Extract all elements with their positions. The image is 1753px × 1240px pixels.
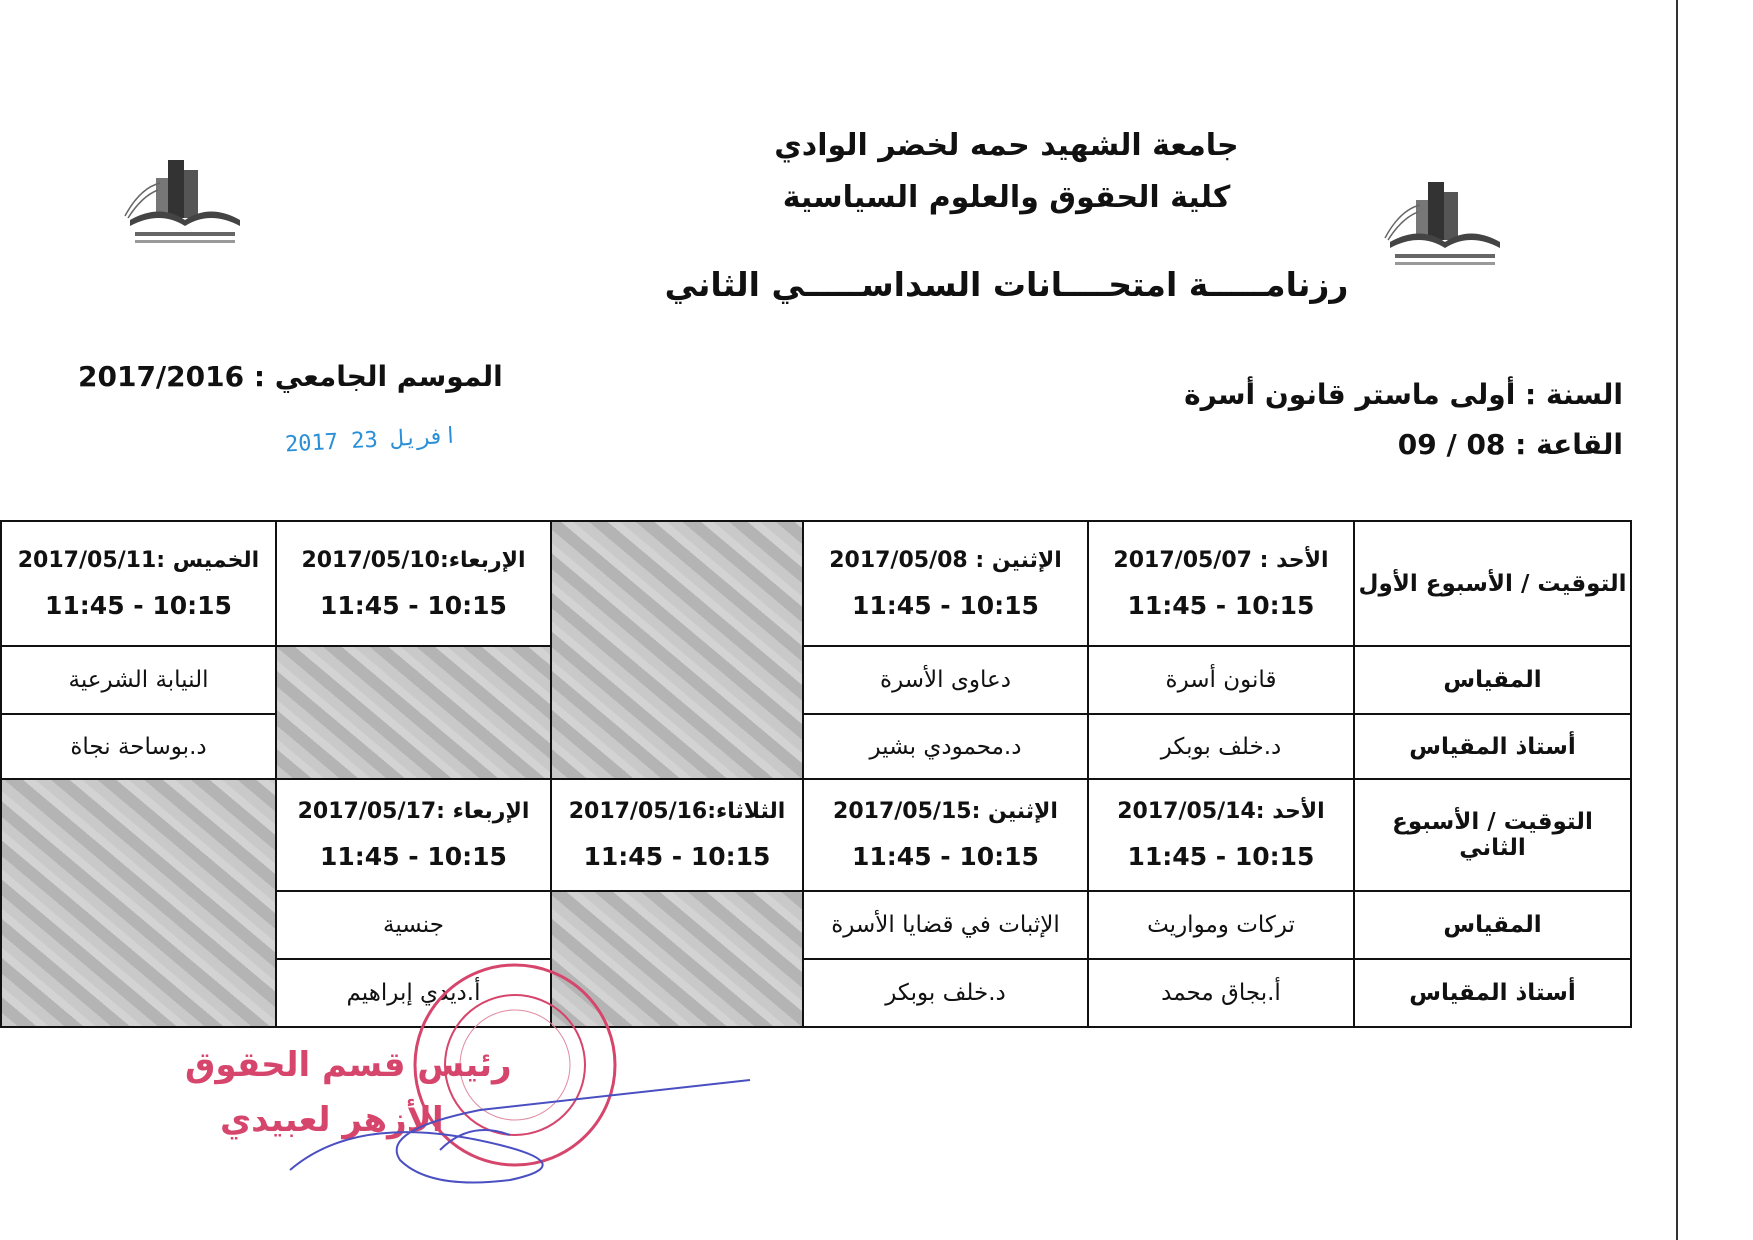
week1-wednesday-header: الإربعاء:2017/05/10 11:45 - 10:15 — [276, 521, 551, 646]
week2-wednesday-professor: أ.ديدي إبراهيم — [276, 959, 551, 1027]
faculty-name: كلية الحقوق والعلوم السياسية — [782, 180, 1231, 215]
professor-row-label: أستاذ المقياس — [1354, 714, 1631, 779]
week1-monday-subject: دعاوى الأسرة — [803, 646, 1088, 714]
university-name: جامعة الشهيد حمه لخضر الوادي — [774, 128, 1239, 163]
week2-row-label: التوقيت / الأسبوع الثاني — [1354, 779, 1631, 891]
subject-row-label: المقياس — [1354, 646, 1631, 714]
handwritten-signature-icon — [280, 1040, 760, 1190]
week1-sunday-header: الأحد : 2017/05/07 11:45 - 10:15 — [1088, 521, 1354, 646]
room-label: القاعة : 08 / 09 — [1397, 428, 1623, 461]
week1-wednesday-blank — [276, 646, 551, 779]
week2-wednesday-subject: جنسية — [276, 891, 551, 959]
week2-monday-subject: الإثبات في قضايا الأسرة — [803, 891, 1088, 959]
week1-monday-header: الإثنين : 2017/05/08 11:45 - 10:15 — [803, 521, 1088, 646]
week2-sunday-professor: أ.بجاق محمد — [1088, 959, 1354, 1027]
scan-edge-line — [1676, 0, 1678, 1240]
week2-wednesday-header: الإربعاء :2017/05/17 11:45 - 10:15 — [276, 779, 551, 891]
university-logo-right — [1380, 170, 1510, 280]
week2-tuesday-header: الثلاثاء:2017/05/16 11:45 - 10:15 — [551, 779, 803, 891]
professor-row-label-2: أستاذ المقياس — [1354, 959, 1631, 1027]
signature-name: الأزهر لعبيدي — [220, 1100, 444, 1140]
season-label: الموسم الجامعي : 2017/2016 — [78, 360, 503, 393]
week2-monday-header: الإثنين :2017/05/15 11:45 - 10:15 — [803, 779, 1088, 891]
week1-table — [0, 520, 1632, 780]
year-label: السنة : أولى ماستر قانون أسرة — [1184, 378, 1623, 411]
week1-sunday-professor: د.خلف بوبكر — [1088, 714, 1354, 779]
week1-thursday-professor: د.بوساحة نجاة — [1, 714, 276, 779]
week1-tuesday-blank — [551, 521, 803, 779]
week2-monday-professor: د.خلف بوبكر — [803, 959, 1088, 1027]
signature-title: رئيس قسم الحقوق — [185, 1045, 512, 1085]
week2-thursday-blank — [1, 779, 276, 1027]
subject-row-label-2: المقياس — [1354, 891, 1631, 959]
week1-sunday-subject: قانون أسرة — [1088, 646, 1354, 714]
week1-row-label: التوقيت / الأسبوع الأول — [1354, 521, 1631, 646]
week1-thursday-header: الخميس :2017/05/11 11:45 - 10:15 — [1, 521, 276, 646]
week1-monday-professor: د.محمودي بشير — [803, 714, 1088, 779]
university-logo-left — [120, 148, 250, 258]
date-stamp: 2017 افريل 23 — [284, 423, 458, 458]
week2-sunday-header: الأحد :2017/05/14 11:45 - 10:15 — [1088, 779, 1354, 891]
week2-table — [0, 778, 1632, 1028]
week2-sunday-subject: تركات ومواريث — [1088, 891, 1354, 959]
week1-thursday-subject: النيابة الشرعية — [1, 646, 276, 714]
document-title: رزنامـــــة امتحــــانات السداســـــي الثاني — [664, 265, 1349, 304]
